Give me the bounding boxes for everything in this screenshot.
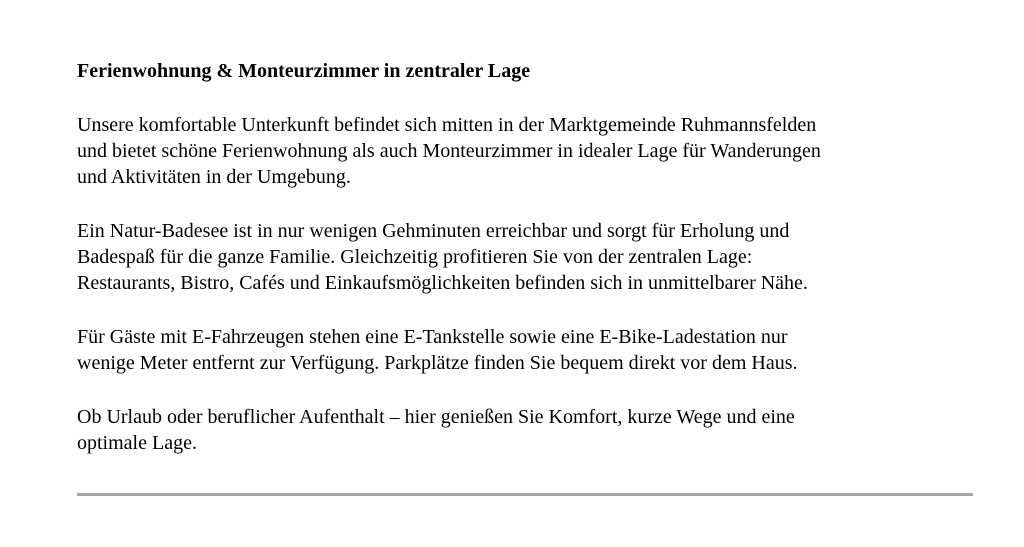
paragraph-closing [77, 404, 977, 456]
paragraph-line: optimale Lage. [77, 432, 197, 454]
horizontal-divider [77, 493, 973, 496]
document-content [77, 58, 977, 456]
paragraph-location [77, 112, 977, 190]
page-title: Ferienwohnung & Monteurzimmer in zentraler Lage [77, 60, 531, 82]
paragraph-line: Unsere komfortable Unterkunft befindet sich mitten in der Marktgemeinde Ruhmannsfelden [77, 114, 817, 136]
paragraph-line: Ein Natur-Badesee ist in nur wenigen Gehminuten erreichbar und sorgt für Erholung und [77, 220, 790, 242]
paragraph-e-mobility [77, 324, 977, 376]
paragraph-line: Badespaß für die ganze Familie. Gleichzeitig profitieren Sie von der zentralen Lage: [77, 246, 753, 268]
paragraph-line: Ob Urlaub oder beruflicher Aufenthalt – hier genießen Sie Komfort, kurze Wege und eine [77, 406, 795, 428]
paragraph-line: Restaurants, Bistro, Cafés und Einkaufsmöglichkeiten befinden sich in unmittelbarer Nähe. [77, 272, 808, 294]
paragraph-line: wenige Meter entfernt zur Verfügung. Parkplätze finden Sie bequem direkt vor dem Haus. [77, 352, 798, 374]
paragraph-line: und Aktivitäten in der Umgebung. [77, 166, 351, 188]
paragraph-line: Für Gäste mit E-Fahrzeugen stehen eine E-Tankstelle sowie eine E-Bike-Ladestation nur [77, 326, 788, 348]
paragraph-lake [77, 218, 977, 296]
paragraph-line: und bietet schöne Ferienwohnung als auch Monteurzimmer in idealer Lage für Wanderungen [77, 140, 821, 162]
